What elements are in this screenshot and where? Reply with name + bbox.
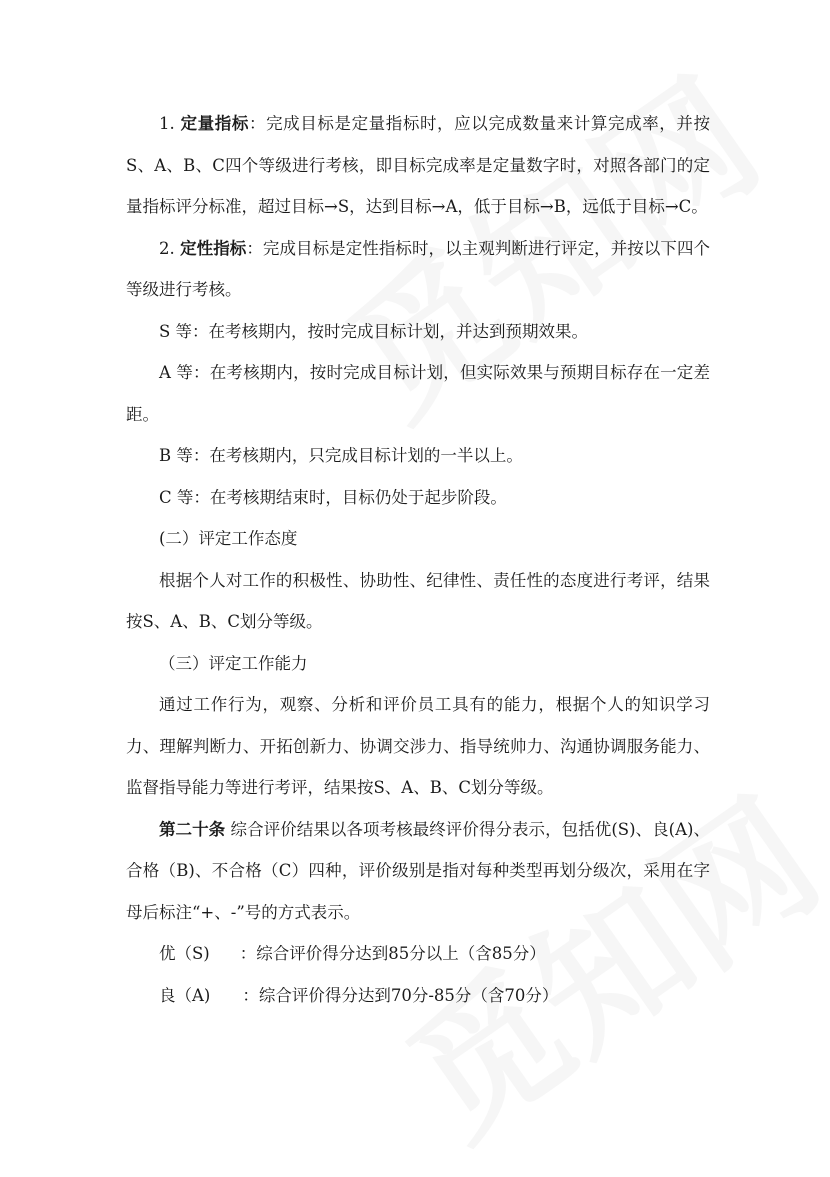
result-good — [126, 975, 710, 1017]
grade-s: S 等：在考核期内，按时完成目标计划，并达到预期效果。 — [159, 321, 589, 341]
grade-b: B 等：在考核期内，只完成目标计划的一半以上。 — [159, 446, 523, 465]
paragraph-article-20 — [126, 809, 710, 934]
article-title: 第二十条 — [159, 819, 226, 839]
excellent-text: ：综合评价得分达到85分以上（含85分） — [239, 944, 546, 963]
document-body — [126, 103, 710, 1016]
qual-title: 定性指标 — [180, 238, 247, 258]
section-attitude-text: 根据个人对工作的积极性、协助性、纪律性、责任性的态度进行考评，结果按S、A、B、C划分等级。 — [126, 570, 710, 631]
paragraph-quantitative — [126, 103, 710, 228]
section-ability-text: 通过工作行为，观察、分析和评价员工具有的能力，根据个人的知识学习力、理解判断力、开拓创新力、协调交涉力、指导统帅力、沟通协调服务能力、监督指导能力等进行考评，结果按S、A、B、C划分等级。 — [126, 695, 710, 797]
grade-a: A 等：在考核期内，按时完成目标计划，但实际效果与预期目标存在一定差距。 — [126, 363, 710, 424]
quant-title: 定量指标 — [180, 114, 249, 133]
excellent-label: 优（S) — [159, 944, 210, 963]
article-text: 综合评价结果以各项考核最终评价得分表示，包括优(S)、良(A)、合格（B)、不合格（C）四种，评价级别是指对每种类型再划分级次，采用在字母后标注“+、-”号的方式表示。 — [126, 819, 711, 922]
section-attitude-title: (二）评定工作态度 — [159, 529, 298, 548]
paragraph-qualitative — [126, 228, 710, 311]
good-text: ：综合评价得分达到70分-85分（含70分） — [242, 985, 559, 1005]
result-excellent — [126, 933, 710, 975]
section-ability-title: （三）评定工作能力 — [159, 653, 308, 673]
quant-text: ：完成目标是定量指标时，应以完成数量来计算完成率，并按S、A、B、C四个等级进行考核，即目标完成率是定量数字时，对照各部门的定量指标评分标准，超过目标→S，达到目标→A，低于目标→B，远低于目标→C。 — [126, 114, 711, 216]
item-number: 2. — [159, 238, 181, 258]
grade-c: C 等：在考核期结束时，目标仍处于起步阶段。 — [159, 487, 507, 507]
qual-text: ：完成目标是定性指标时，以主观判断进行评定，并按以下四个等级进行考核。 — [126, 238, 710, 299]
good-label: 良（A) — [159, 985, 211, 1005]
item-number: 1. — [159, 114, 181, 133]
